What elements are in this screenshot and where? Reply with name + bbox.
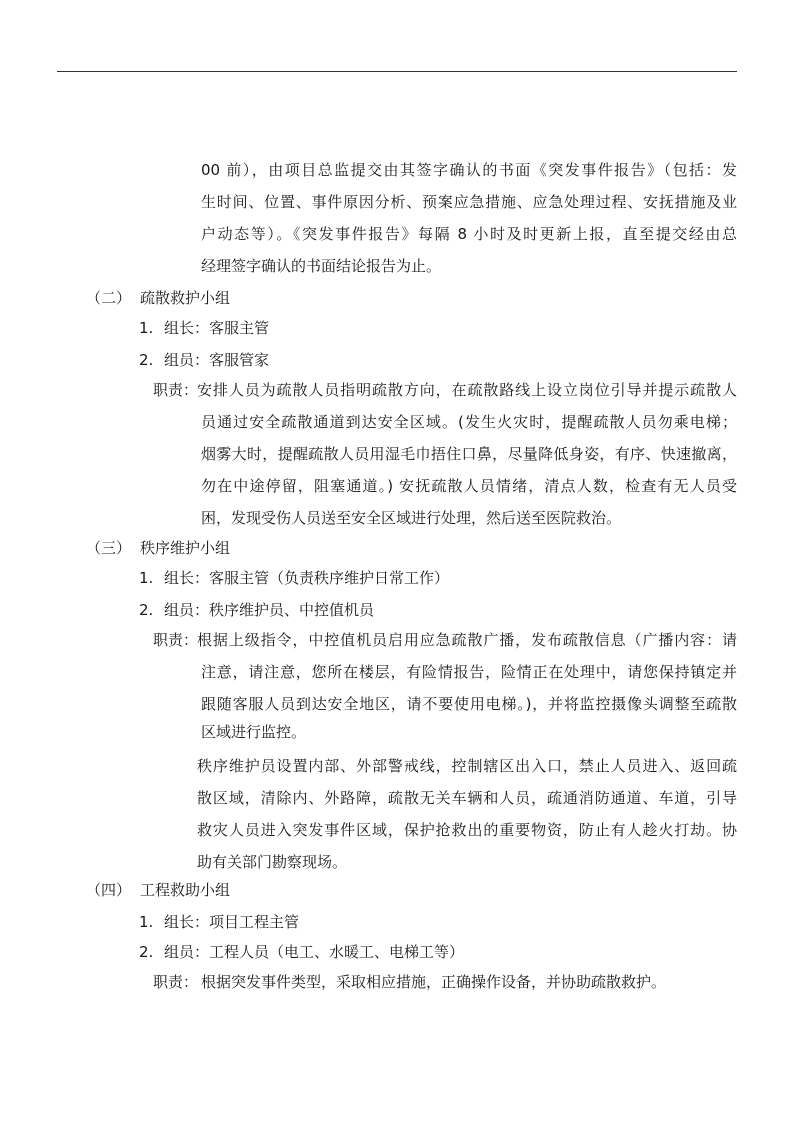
section-title: 工程救助小组 bbox=[140, 881, 231, 899]
continuation-line: 生时间、位置、事件原因分析、预案应急措施、应急处理过程、安抚措施及业 bbox=[201, 193, 737, 211]
duty-line: 跟随客服人员到达安全地区，请不要使用电梯。)，并将监控摄像头调整至疏散 bbox=[201, 695, 737, 713]
duty-label: 职责： bbox=[153, 631, 199, 649]
extra-line: 助有关部门勘察现场。 bbox=[197, 853, 348, 871]
extra-line: 救灾人员进入突发事件区域，保护抢救出的重要物资，防止有人趁火打劫。协 bbox=[197, 821, 737, 839]
section-number: （四） bbox=[86, 881, 132, 899]
duty-label: 职责： bbox=[153, 381, 199, 399]
duty-line: 勿在中途停留，阻塞通道。) 安抚疏散人员情绪，清点人数，检查有无人员受 bbox=[201, 477, 737, 495]
continuation-line: 经理签字确认的书面结论报告为止。 bbox=[201, 257, 442, 275]
list-item: 组员：秩序维护员、中控值机员 bbox=[164, 601, 375, 619]
list-item: 组长：客服主管（负责秩序维护日常工作） bbox=[164, 569, 450, 587]
list-item: 组长：客服主管 bbox=[164, 319, 270, 337]
section-title: 秩序维护小组 bbox=[140, 539, 231, 557]
list-item-number: 2. bbox=[139, 601, 154, 619]
duty-label: 职责： bbox=[153, 973, 199, 991]
duty-line: 安排人员为疏散人员指明疏散方向，在疏散路线上设立岗位引导并提示疏散人 bbox=[197, 381, 737, 399]
list-item-number: 2. bbox=[139, 351, 154, 369]
header-rule bbox=[57, 71, 737, 72]
list-item-number: 1. bbox=[139, 913, 154, 931]
extra-line: 散区域，清除内、外路障，疏散无关车辆和人员，疏通消防通道、车道，引导 bbox=[197, 789, 737, 807]
continuation-line: 户动态等）。《突发事件报告》每隔 8 小时及时更新上报，直至提交经由总 bbox=[201, 225, 737, 243]
section-number: （二） bbox=[86, 289, 132, 307]
list-item-number: 2. bbox=[139, 943, 154, 961]
list-item-number: 1. bbox=[139, 569, 154, 587]
duty-line: 区域进行监控。 bbox=[201, 723, 307, 741]
list-item: 组员：工程人员（电工、水暖工、电梯工等） bbox=[164, 943, 465, 961]
continuation-line: 00 前），由项目总监提交由其签字确认的书面《突发事件报告》（包括：发 bbox=[201, 161, 737, 179]
duty-line: 注意，请注意，您所在楼层，有险情报告，险情正在处理中，请您保持镇定并 bbox=[201, 663, 737, 681]
duty-line: 根据突发事件类型，采取相应措施，正确操作设备，并协助疏散救护。 bbox=[201, 973, 667, 991]
duty-line: 根据上级指令，中控值机员启用应急疏散广播，发布疏散信息（广播内容：请 bbox=[197, 631, 737, 649]
list-item: 组员：客服管家 bbox=[164, 351, 270, 369]
section-title: 疏散救护小组 bbox=[140, 289, 231, 307]
section-number: （三） bbox=[86, 539, 132, 557]
list-item-number: 1. bbox=[139, 319, 154, 337]
duty-line: 困，发现受伤人员送至安全区域进行处理，然后送至医院救治。 bbox=[201, 509, 622, 527]
extra-line: 秩序维护员设置内部、外部警戒线，控制辖区出入口，禁止人员进入、返回疏 bbox=[197, 757, 737, 775]
list-item: 组长：项目工程主管 bbox=[164, 913, 300, 931]
duty-line: 员通过安全疏散通道到达安全区域。(发生火灾时，提醒疏散人员勿乘电梯； bbox=[201, 413, 737, 431]
duty-line: 烟雾大时，提醒疏散人员用湿毛巾捂住口鼻，尽量降低身姿，有序、快速撤离， bbox=[201, 445, 737, 463]
